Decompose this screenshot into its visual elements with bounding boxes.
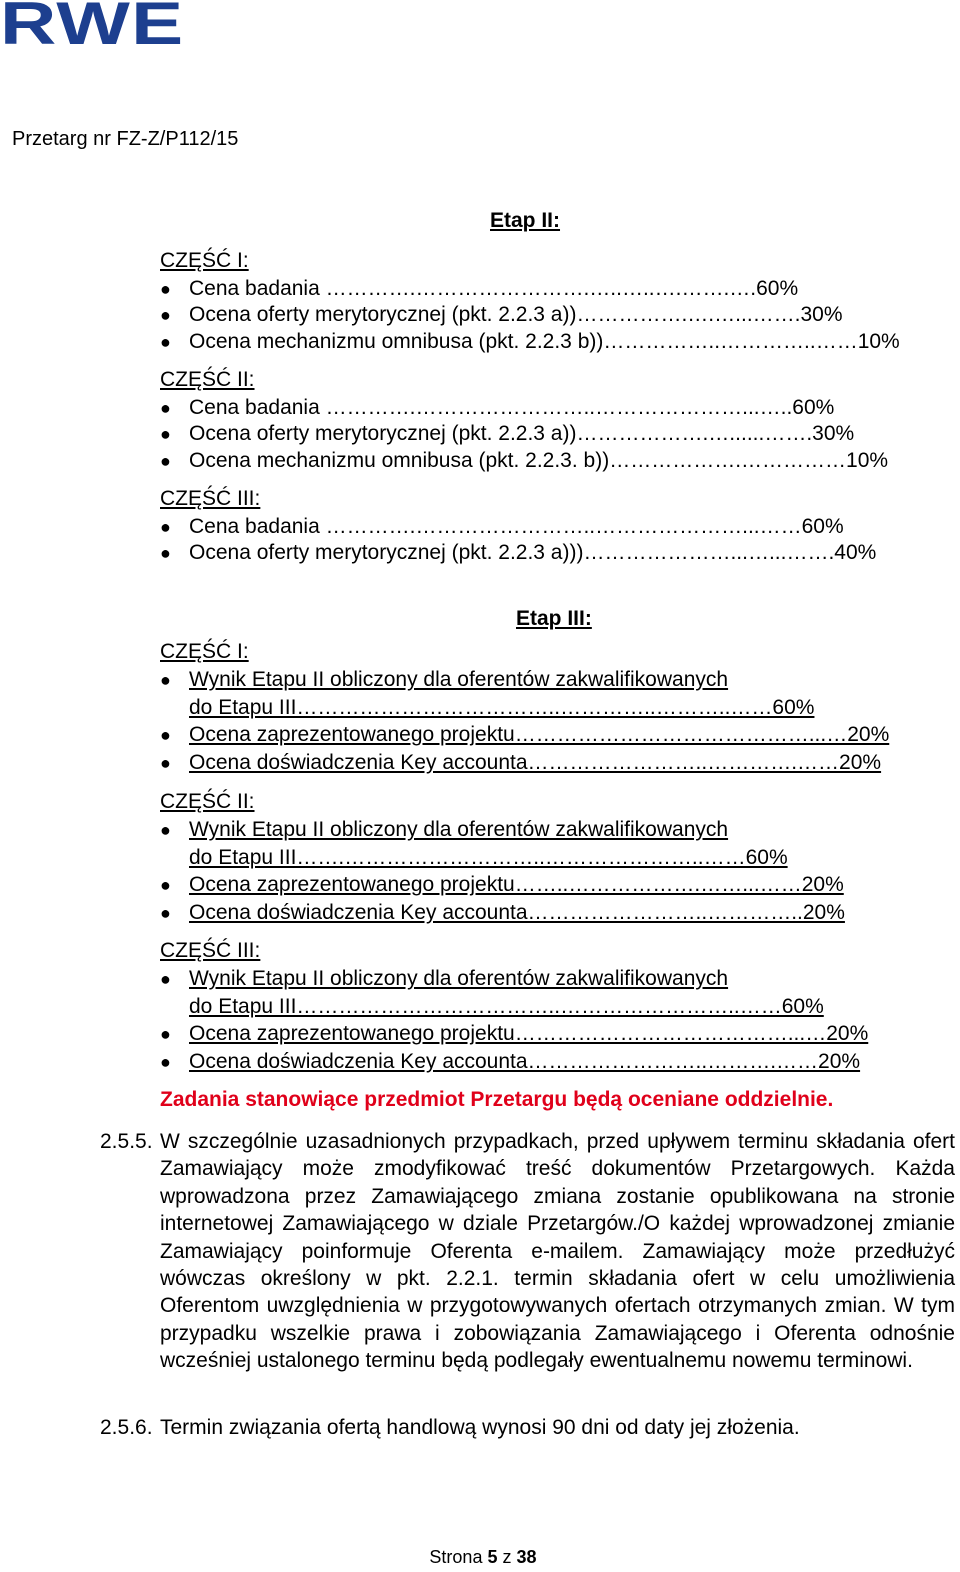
stage3-part2-label: CZĘŚĆ II: <box>160 790 255 813</box>
bullet-icon: ● <box>160 517 171 537</box>
stage3-title: Etap III: <box>516 607 592 630</box>
bullet-icon: ● <box>160 332 171 352</box>
bullet-icon: ● <box>160 670 171 690</box>
list-item: ● Ocena zaprezentowanego projektu…………………………………...…20% <box>160 1022 869 1045</box>
list-item: ● Wynik Etapu II obliczony dla oferentów zakwalifikowanych <box>160 668 729 691</box>
list-item: ● Ocena doświadczenia Key accounta……………………..……….……20% <box>160 1050 861 1073</box>
paragraph-2-5-5 <box>100 1128 955 1375</box>
footer-total: 38 <box>516 1547 537 1567</box>
list-item: ● Wynik Etapu II obliczony dla oferentów zakwalifikowanych <box>160 818 729 841</box>
stage3-part1-label: CZĘŚĆ I: <box>160 640 249 663</box>
paragraph-number: 2.5.5. <box>100 1130 153 1153</box>
bullet-icon: ● <box>160 875 171 895</box>
list-item-continuation: do Etapu III…….………………………..…………………..……60% <box>189 846 788 869</box>
list-item: ● Ocena doświadczenia Key accounta……………………..………….……20% <box>160 751 882 774</box>
list-item-continuation: do Etapu III………………………………..…………..………..……60% <box>189 696 815 719</box>
bullet-icon: ● <box>160 753 171 773</box>
list-item: ● Wynik Etapu II obliczony dla oferentów zakwalifikowanych <box>160 967 729 990</box>
stage2-part3-label: CZĘŚĆ III: <box>160 487 261 510</box>
stage3-part3-label: CZĘŚĆ III: <box>160 939 261 962</box>
bullet-icon: ● <box>160 451 171 471</box>
stage2-part1-label: CZĘŚĆ I: <box>160 249 249 272</box>
list-item: ● Ocena oferty merytorycznej (pkt. 2.2.3 a)))…………………...…...…….40% <box>160 541 877 564</box>
company-logo: RWE <box>0 0 185 57</box>
list-item: ● Cena badania ………….……………………..…………………...……60% <box>160 515 844 538</box>
list-item: ● Ocena mechanizmu omnibusa (pkt. 2.2.3 b))……………..…………..……10% <box>160 330 900 353</box>
bullet-icon: ● <box>160 398 171 418</box>
paragraph-number: 2.5.6. <box>100 1416 153 1439</box>
list-item: ● Cena badania ………….……………………..…………………...…..60% <box>160 396 835 419</box>
list-item: ● Ocena oferty merytorycznej (pkt. 2.2.3 a))…………….….…...…….30% <box>160 303 843 326</box>
list-item: ● Ocena zaprezentowanego projektu……..……………….……...……20% <box>160 873 844 896</box>
bullet-icon: ● <box>160 543 171 563</box>
stage2-title: Etap II: <box>490 209 561 232</box>
paragraph-text: W szczególnie uzasadnionych przypadkach, przed upływem terminu składania ofert Zamawiający może zmodyfikować treść dokumentów Przetargowych. Każda wprowadzona przez Zamawiającego zmiana zostanie opublikowana na stronie internetowej Zamawiającego w dziale Przetargów./O każdej wprowadzonej zmianie Zamawiający poinformuje Oferenta e-mailem. Zamawiający może przedłużyć wówczas określony w pkt. 2.2.1. termin składania ofert w celu umożliwienia Oferentom uwzględnienia w przygotowywanych ofertach otrzymanych zmian. W tym przypadku wszelkie prawa i zobowiązania Zamawiającego i Oferenta odnośnie wcześniej ustalonego terminu będą podlegały ewentualnemu nowemu terminowi. <box>160 1130 955 1373</box>
list-item: ● Ocena zaprezentowanego projektu……………………………………...…20% <box>160 723 890 746</box>
tender-number: Przetarg nr FZ-Z/P112/15 <box>12 128 239 150</box>
footer-sep: z <box>502 1547 512 1567</box>
paragraph-2-5-6 <box>100 1414 955 1441</box>
paragraph-text: Termin związania ofertą handlową wynosi 90 dni od daty jej złożenia. <box>160 1416 800 1439</box>
footer-prefix: Strona <box>429 1547 483 1567</box>
bullet-icon: ● <box>160 305 171 325</box>
bullet-icon: ● <box>160 279 171 299</box>
footer-page: 5 <box>487 1547 498 1567</box>
bullet-icon: ● <box>160 1024 171 1044</box>
bullet-icon: ● <box>160 1052 171 1072</box>
page-footer <box>0 1547 960 1568</box>
list-item: ● Ocena oferty merytorycznej (pkt. 2.2.3 a))……………….…......…….30% <box>160 422 855 445</box>
bullet-icon: ● <box>160 424 171 444</box>
list-item: ● Ocena doświadczenia Key accounta……………………..…………..20% <box>160 901 845 924</box>
bullet-icon: ● <box>160 903 171 923</box>
bullet-icon: ● <box>160 969 171 989</box>
stage2-part2-label: CZĘŚĆ II: <box>160 368 255 391</box>
list-item: ● Ocena mechanizmu omnibusa (pkt. 2.2.3. b))……………….……………10% <box>160 449 889 472</box>
list-item: ● Cena badania ………….…………………….…..…..….…….….60% <box>160 277 799 300</box>
evaluation-note: Zadania stanowiące przedmiot Przetargu będą oceniane oddzielnie. <box>160 1088 834 1111</box>
bullet-icon: ● <box>160 725 171 745</box>
list-item-continuation: do Etapu III………………………………..……………………..……60% <box>189 995 824 1018</box>
bullet-icon: ● <box>160 820 171 840</box>
